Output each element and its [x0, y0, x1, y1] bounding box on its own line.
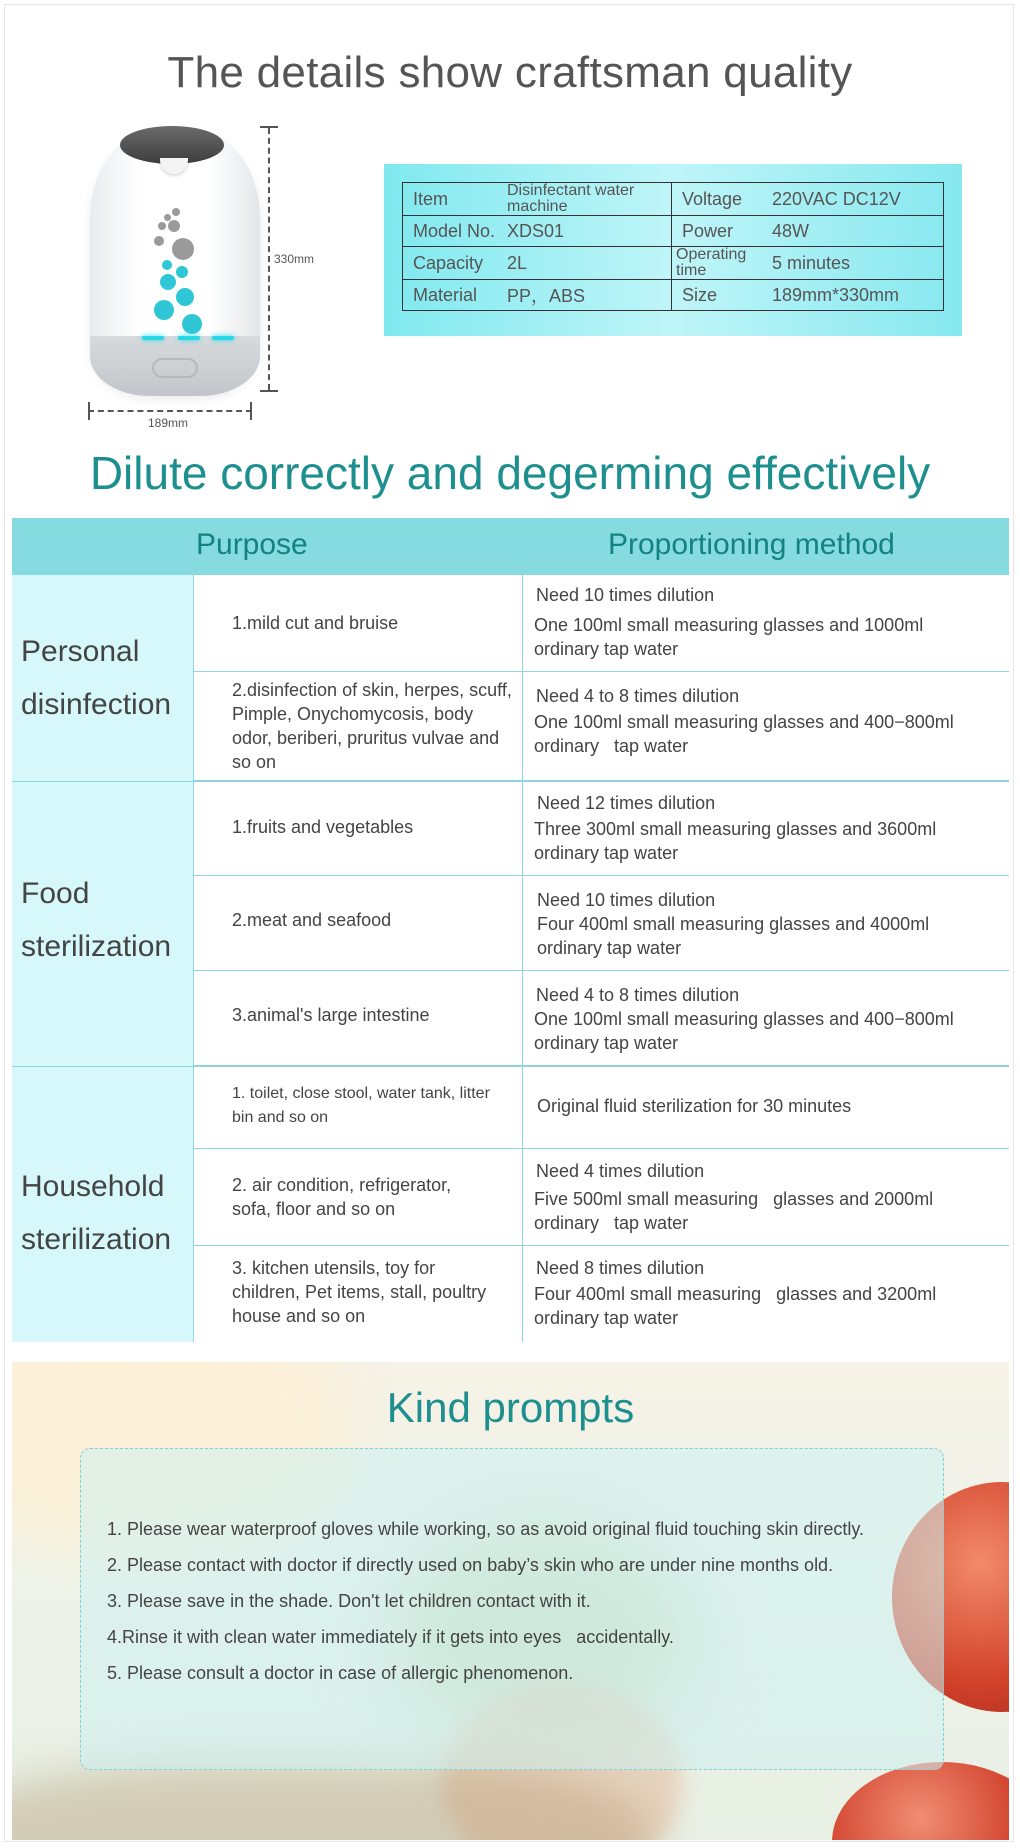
dimension-tick — [260, 126, 278, 128]
tomato-icon — [832, 1762, 1009, 1840]
table-row — [194, 1066, 1009, 1149]
group-divider — [12, 1066, 1009, 1067]
spec-key: Model No. — [403, 216, 504, 247]
dimension-tick — [250, 402, 252, 420]
table-row — [194, 876, 1009, 971]
list-item: 4.Rinse it with clean water immediately if it gets into eyes accidentally. — [107, 1627, 674, 1647]
spec-value: 48W — [768, 216, 944, 247]
table-row — [194, 1246, 1009, 1342]
method-text: ordinary tap water — [534, 1308, 679, 1328]
method-text: One 100ml small measuring glasses and 400−800ml — [534, 712, 954, 732]
category-cell — [12, 1066, 194, 1342]
bubble-icon — [172, 238, 194, 260]
spec-panel — [384, 164, 962, 336]
height-label: 330mm — [274, 252, 315, 266]
method-text: Need 4 to 8 times dilution — [536, 985, 740, 1005]
spec-key: Capacity — [403, 247, 504, 280]
method-text: One 100ml small measuring glasses and 1000ml — [534, 615, 924, 635]
bubble-icon — [168, 220, 180, 232]
spec-row — [403, 183, 944, 216]
kind-prompts-section — [12, 1362, 1009, 1840]
bubble-icon — [154, 236, 164, 246]
spec-value: 189mm*330mm — [768, 280, 944, 311]
method-text: Four 400ml small measuring glasses and 4000ml — [537, 914, 930, 934]
prompts-list — [107, 1511, 864, 1691]
list-item: 5. Please consult a doctor in case of allergic phenomenon. — [107, 1663, 574, 1683]
spec-key: Size — [672, 280, 769, 311]
category-cell — [12, 781, 194, 1066]
method-text: Three 300ml small measuring glasses and 3600ml — [534, 819, 937, 839]
spec-value: 220VAC DC12V — [768, 183, 944, 216]
spec-table — [402, 182, 944, 311]
category-label: disinfection — [21, 688, 172, 721]
list-item: 3. Please save in the shade. Don't let children contact with it. — [107, 1591, 591, 1611]
width-label: 189mm — [148, 416, 189, 430]
method-header: Proportioning method — [608, 528, 895, 561]
spec-row — [403, 216, 944, 247]
spec-row — [403, 280, 944, 311]
bubble-icon — [182, 314, 202, 334]
bubble-icon — [172, 208, 180, 216]
bubble-icon — [176, 288, 194, 306]
height-dimension-line — [268, 128, 270, 390]
category-cell — [12, 575, 194, 781]
kind-prompts-title: Kind prompts — [386, 1384, 635, 1431]
method-text: Need 8 times dilution — [536, 1258, 705, 1278]
method-text: ordinary tap water — [534, 1213, 689, 1233]
width-dimension-line — [88, 410, 252, 412]
spec-key: Voltage — [672, 183, 769, 216]
table-row — [194, 1149, 1009, 1246]
method-text: Original fluid sterilization for 30 minutes — [537, 1096, 852, 1116]
spec-value: 2L — [503, 247, 672, 280]
spec-key: Operating time — [672, 247, 769, 280]
method-text: ordinary tap water — [534, 736, 689, 756]
method-text: Four 400ml small measuring glasses and 3200ml — [534, 1284, 937, 1304]
bubble-icon — [160, 274, 176, 290]
spec-key: Power — [672, 216, 769, 247]
category-label: Household — [21, 1170, 165, 1203]
list-item: 1. Please wear waterproof gloves while working, so as avoid original fluid touching skin directly. — [107, 1519, 865, 1539]
power-button-icon — [152, 358, 198, 378]
purpose-text: 3. kitchen utensils, toy for children, Pet items, stall, poultry house and so on — [232, 1258, 487, 1326]
indicator-light — [212, 336, 234, 340]
method-text: Need 4 times dilution — [536, 1161, 705, 1181]
category-label: Food — [21, 877, 90, 910]
purpose-text: 2.meat and seafood — [232, 910, 392, 930]
table-row — [194, 672, 1009, 781]
method-text: Need 12 times dilution — [537, 793, 716, 813]
dilution-title: Dilute correctly and degerming effectively — [89, 447, 931, 499]
purpose-text: 1. toilet, close stool, water tank, litter bin and so on — [232, 1085, 490, 1126]
category-label: Personal — [21, 635, 140, 668]
dimension-tick — [88, 402, 90, 420]
list-item: 2. Please contact with doctor if directly used on baby’s skin who are under nine months old. — [107, 1555, 834, 1575]
method-text: Five 500ml small measuring glasses and 2000ml — [534, 1189, 934, 1209]
bubble-icon — [154, 300, 174, 320]
spec-key: Material — [403, 280, 504, 311]
table-row — [194, 575, 1009, 672]
spec-row — [403, 247, 944, 280]
spec-value: PP，ABS — [503, 280, 672, 311]
table-row — [194, 781, 1009, 876]
purpose-text: 1.mild cut and bruise — [232, 613, 399, 633]
purpose-header: Purpose — [196, 528, 308, 561]
spec-value: XDS01 — [503, 216, 672, 247]
category-label: sterilization — [21, 1223, 172, 1256]
prompts-box — [80, 1448, 944, 1770]
table-row — [194, 971, 1009, 1066]
spec-value: 5 minutes — [768, 247, 944, 280]
method-text: ordinary tap water — [534, 843, 679, 863]
bubble-icon — [162, 260, 172, 270]
purpose-text: 2.disinfection of skin, herpes, scuff, Pimple, Onychomycosis, body odor, beriberi, pruritus vulvae and so on — [232, 680, 512, 772]
method-text: ordinary tap water — [534, 639, 679, 659]
bubble-icon — [158, 222, 166, 230]
page-title: The details show craftsman quality — [167, 48, 853, 97]
group-divider — [12, 781, 1009, 782]
product-illustration — [82, 118, 332, 428]
method-text: Need 4 to 8 times dilution — [536, 686, 740, 706]
dimension-tick — [260, 390, 278, 392]
indicator-light — [142, 336, 164, 340]
purpose-text: 3.animal's large intestine — [232, 1005, 430, 1025]
spec-key: Item — [403, 183, 504, 216]
purpose-text: 1.fruits and vegetables — [232, 817, 414, 837]
method-text: Need 10 times dilution — [537, 890, 716, 910]
spec-value: Disinfectant water machine — [503, 183, 672, 216]
method-text: One 100ml small measuring glasses and 400−800ml — [534, 1009, 954, 1029]
dilution-table-header — [12, 518, 1009, 575]
method-text: ordinary tap water — [537, 938, 682, 958]
method-text: ordinary tap water — [534, 1033, 679, 1053]
bubble-icon — [176, 266, 188, 278]
method-text: Need 10 times dilution — [536, 585, 715, 605]
purpose-text: 2. air condition, refrigerator, sofa, floor and so on — [232, 1175, 452, 1219]
indicator-light — [178, 336, 200, 340]
category-label: sterilization — [21, 930, 172, 963]
